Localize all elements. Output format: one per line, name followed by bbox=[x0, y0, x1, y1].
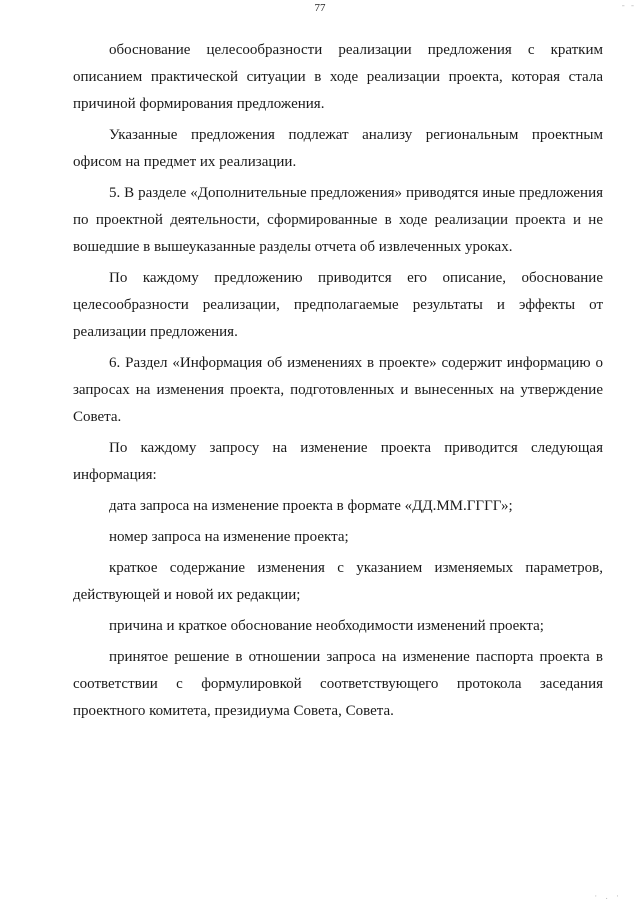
list-item: дата запроса на изменение проекта в формате «ДД.ММ.ГГГГ»; bbox=[109, 498, 513, 514]
list-item: краткое содержание изменения с указанием изменяемых параметров, действующей и новой их редакции; bbox=[73, 560, 603, 603]
corner-scan-mark: - - bbox=[621, 0, 636, 10]
paragraph: По каждому предложению приводится его описание, обоснование целесообразности реализации, предполагаемые результаты и эффекты от реализации предложения. bbox=[73, 270, 603, 340]
paragraph: 5. В разделе «Дополнительные предложения» приводятся иные предложения по проектной деятельности, сформированные в ходе реализации проекта и не вошедшие в вышеуказанные разделы отчета об извлеченных уроках. bbox=[73, 185, 603, 255]
paragraph: По каждому запросу на изменение проекта приводится следующая информация: bbox=[73, 440, 603, 483]
paragraph: 6. Раздел «Информация об изменениях в проекте» содержит информацию о запросах на изменения проекта, подготовленных и вынесенных на утверждение Совета. bbox=[73, 355, 603, 425]
document-body bbox=[73, 37, 603, 729]
page-number: 77 bbox=[314, 2, 326, 14]
list-item: причина и краткое обоснование необходимости изменений проекта; bbox=[109, 618, 544, 634]
corner-scan-mark-bottom: · . · bbox=[594, 891, 622, 901]
paragraph: Указанные предложения подлежат анализу региональным проектным офисом на предмет их реализации. bbox=[73, 127, 603, 170]
paragraph: обоснование целесообразности реализации предложения с кратким описанием практической ситуации в ходе реализации проекта, которая стала причиной формирования предложения. bbox=[73, 42, 603, 112]
list-item: принятое решение в отношении запроса на изменение паспорта проекта в соответствии с формулировкой соответствующего протокола заседания проектного комитета, президиума Совета, Совета. bbox=[73, 649, 603, 719]
list-item: номер запроса на изменение проекта; bbox=[109, 529, 349, 545]
